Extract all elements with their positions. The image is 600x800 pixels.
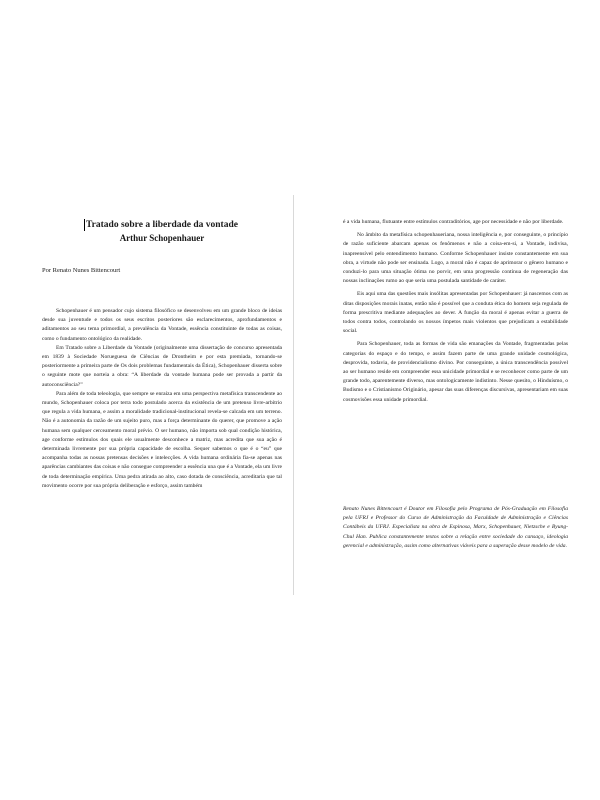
right-body-text — [343, 218, 568, 409]
document-title — [86, 219, 238, 231]
left-body-text — [42, 307, 282, 491]
text-cursor — [84, 219, 85, 231]
paragraph: Para Schopenhauer, toda as formas de vida são emanações da Vontade, fragmentadas pelas categorias do espaço e do tempo, e assim fazem parte de uma grande unidade cosmológica, desprovida, todavia, de providencialismo divino. Por conseguinte, a única transcendência possível ao ser humano reside em compreender essa unicidade primordial e se reconhecer como parte de um grande todo, aparentemente diverso, mas ontologicamente indistinto. Nesse quesito, o Hinduísmo, o Budismo e o Cristianismo Originário, apesar das suas diferenças discursivas, apresentariam em suas cosmovisões essa unidade primordial. — [343, 341, 568, 403]
paragraph: é a vida humana, flutuante entre estímulos contraditórios, age por necessidade e não por liberdade. — [343, 219, 564, 225]
byline: Por Renato Nunes Bittencourt — [42, 267, 121, 274]
paragraph: Schopenhauer é um pensador cujo sistema filosófico se desenvolveu em um grande bloco de ideias desde sua juventude e todos os seus escritos posteriores são esclarecimentos, aprofundamentos e aditamentos ao seu tema primordial, a prevalência da Vontade, essência constituinte de todas as coisas, como o fundamento ontológico da realidade. — [42, 308, 282, 342]
paragraph: Em Tratado sobre a Liberdade da Vontade (originalmente uma dissertação de concurso apresentada em 1839 à Sociedade Norueguesa de Ciências de Drontheim e por esta premiada, tornando-se posteriormente a primeira parte de Os dois problemas fundamentais da Ética), Schopenhauer disserta sobre o seguinte mote que norteia a obra: “A liberdade da vontade humana pode ser provada a partir da autoconsciência?” — [42, 344, 282, 388]
paragraph: No âmbito da metafísica schopenhaueriana, nossa inteligência e, por conseguinte, o princípio de razão suficiente abarcam apenas os fenômenos e não a coisa-em-si, a Vontade, indivisa, inapreensível pelo entendimento humano. Conforme Schopenhauer insiste constantemente em sua obra, a virtude não pode ser ensinada. Logo, a moral não é capaz de aprimorar o gênero humano e conduzi-lo para uma situação ótima no porvir, em uma progressão contínua de regeneração das nossas inclinações rumo ao que seria uma postulada santidade de caráter. — [343, 232, 568, 285]
page-divider — [293, 195, 294, 595]
left-page — [0, 0, 293, 800]
paragraph: Eis aqui uma das questões mais insólitas apresentadas por Schopenhauer: já nascemos com as ditas disposições morais inatas, então não é possível que a conduta ética do homem seja regulada de forma prescritiva mediante adequações ao dever. A função da moral é apenas evitar a guerra de todos contra todos, controlando os nossos ímpetos mais violentos que prejudicam a estabilidade social. — [343, 291, 568, 335]
author-bio: Renato Nunes Bittencourt é Doutor em Filosofia pelo Programa de Pós-Graduação em Filosofia pela UFRJ e Professor do Curso de Administração da Faculdade de Administração e Ciências Contábeis da UFRJ. Especialista na obra de Espinosa, Marx, Schopenhauer, Nietzsche e Byung-Chul Han. Publica constantemente textos sobre a relação entre sociedade do cansaço, ideologia gerencial e administração, assim como alternativas viáveis para a superação desse modelo de vida. — [343, 506, 568, 549]
document-author: Arthur Schopenhauer — [119, 233, 205, 243]
document-title-text[interactable]: Tratado sobre a liberdade da vontade — [86, 220, 238, 230]
title-block — [42, 214, 282, 244]
paragraph: Para além de toda teleologia, que sempre se enraíza em uma perspectiva metafísica transcendente ao mundo, Schopenhauer coloca por terra todo postulado acerca da existência de um pretenso livre-arbítrio que regula a vida humana, e assim a moralidade tradicional-institucional revela-se calcada em um terreno. Não é a autonomia da razão de um sujeito puro, mas a força determinante do querer, que promove a ação humana sem qualquer cerceamento moral prévio. O ser humano, não importa sob qual condição histórica, age conforme estímulos dos quais ele usualmente desconhece a matriz, mas acredita que sua ação é determinada livremente por sua própria capacidade de escolha. Sequer sabemos o que é o “eu” que acompanha todas as nossas pretensas decisões e intelecções. A vida humana ordinária fia-se apenas nas aparências cambiantes das coisas e não consegue compreender a essência una que é a Vontade, ela um livre de toda determinação empírica. Uma pedra atirada ao alto, caso dotada de consciência, acreditaria que tal movimento ocorre por sua própria deliberação e esforço, assim também — [42, 390, 282, 489]
